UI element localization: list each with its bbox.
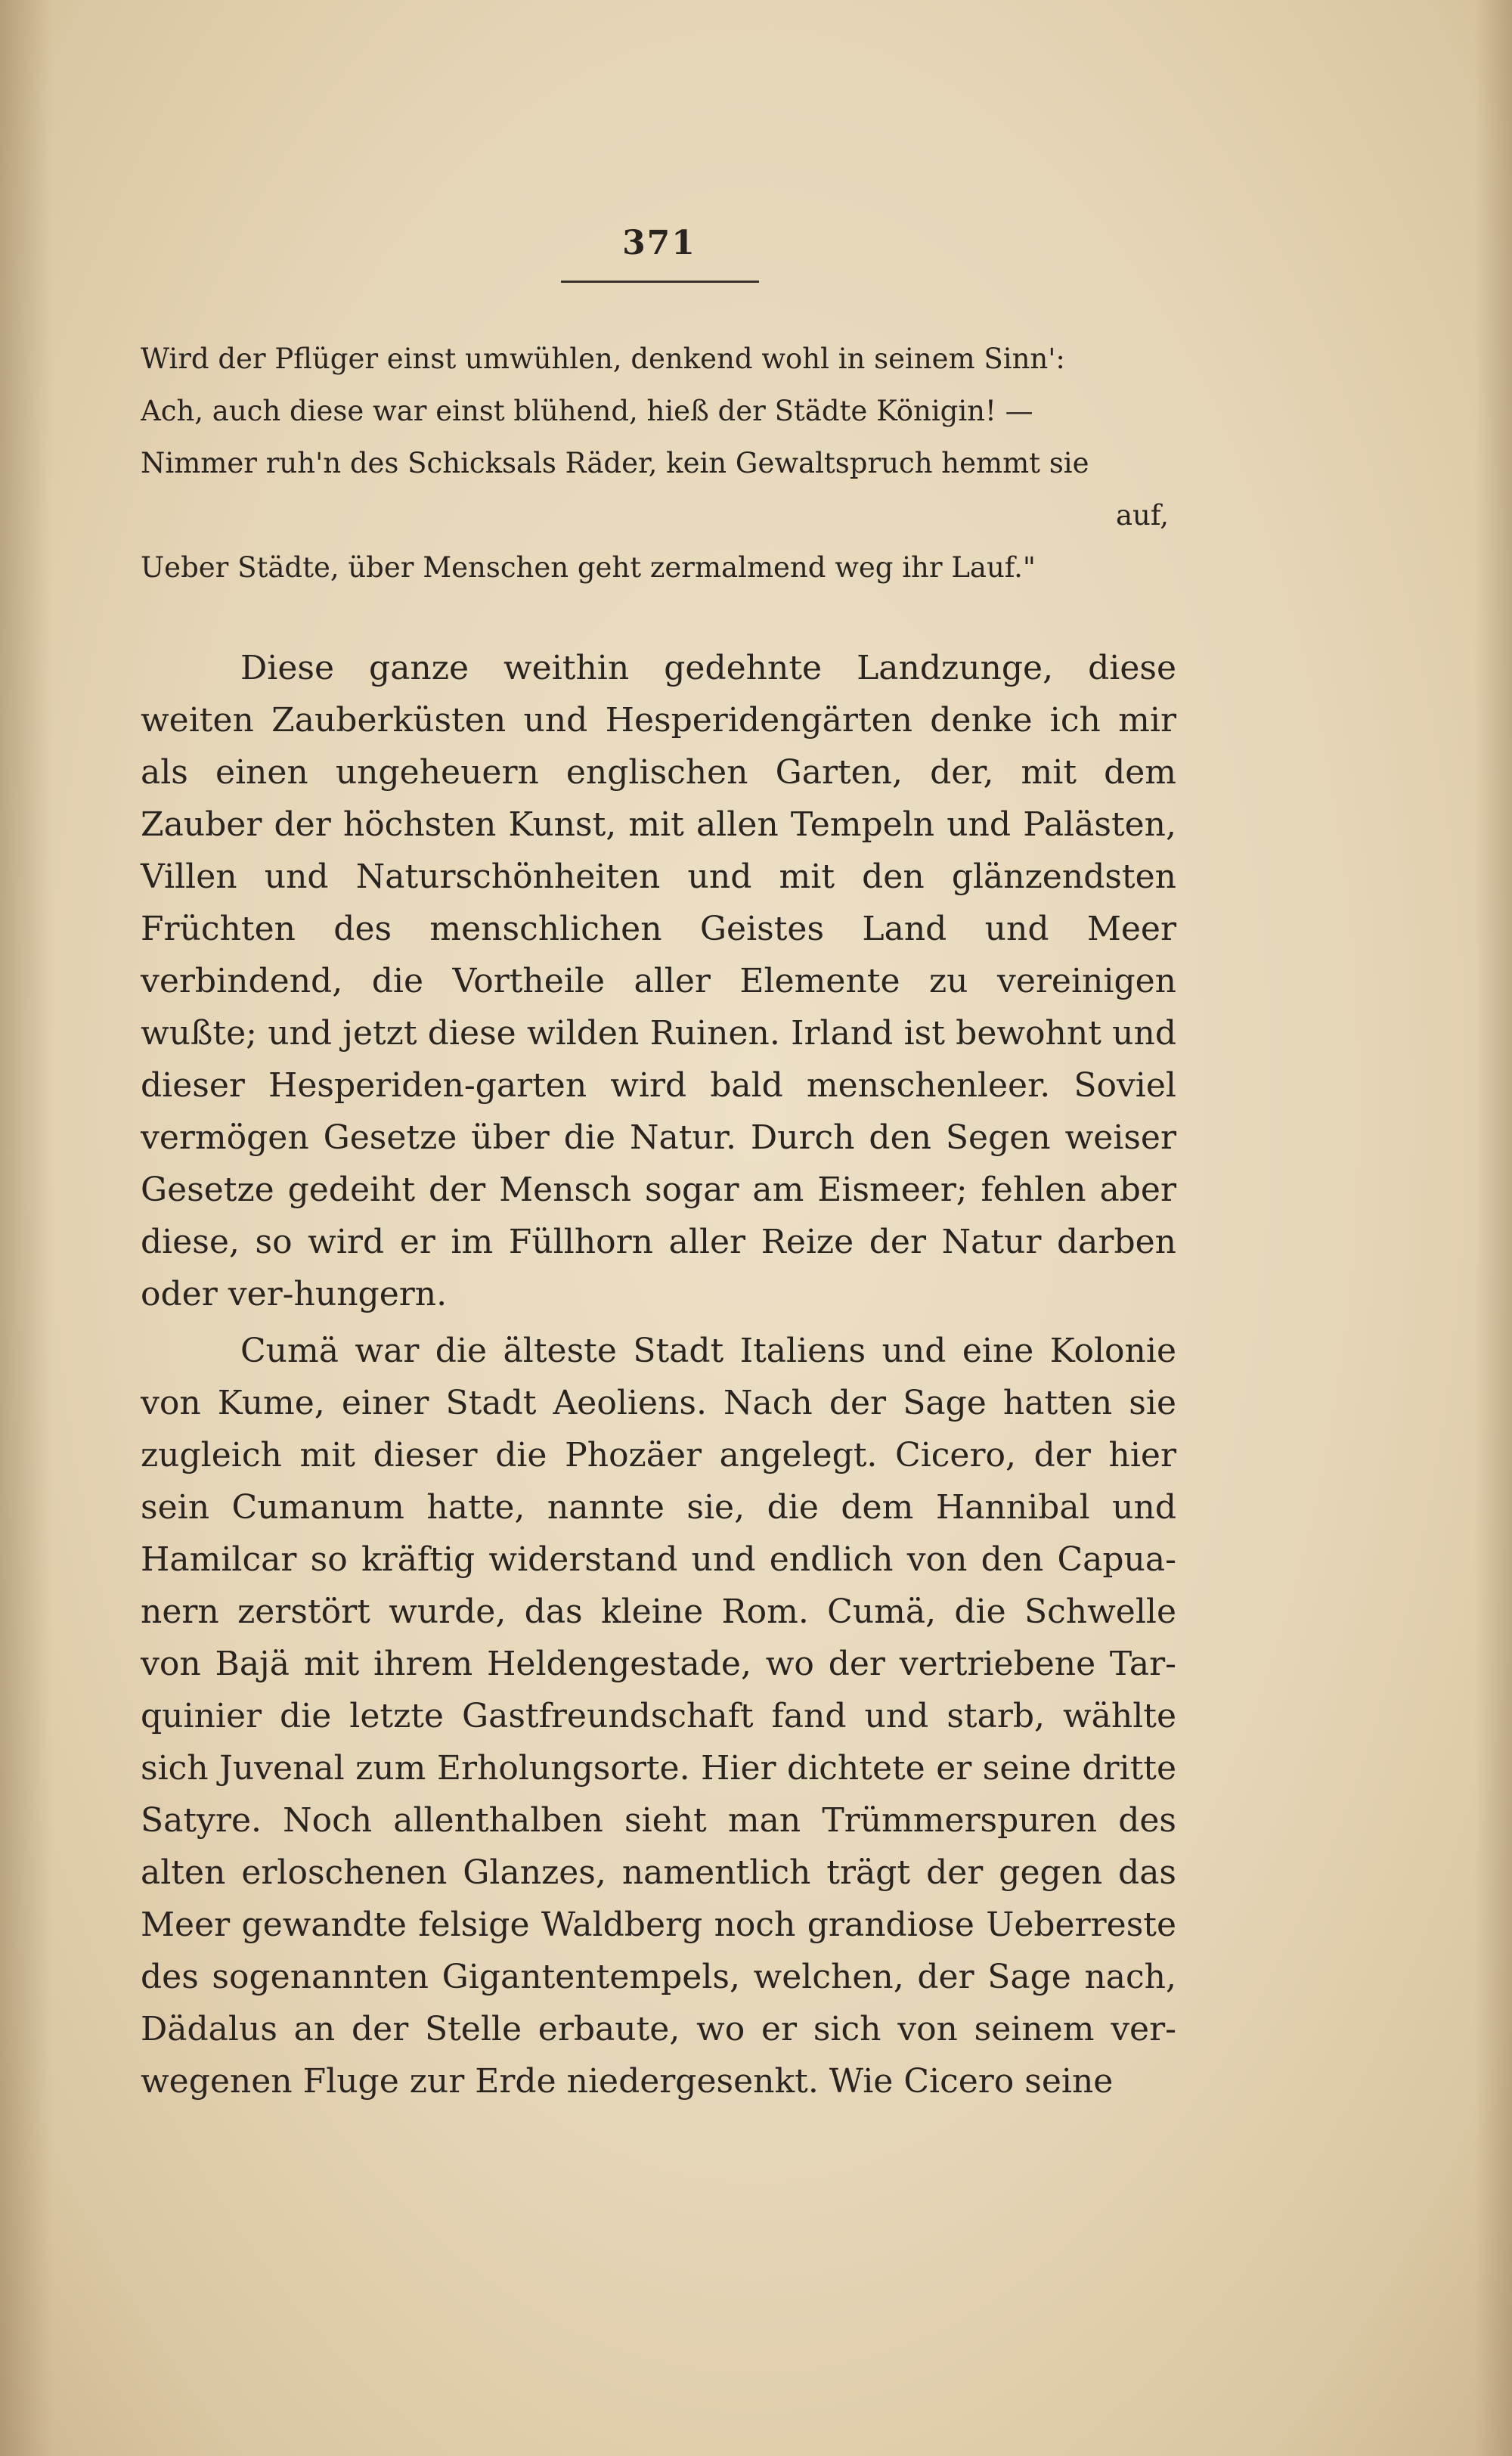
verse-line: Nimmer ruh'n des Schicksals Räder, kein Gewaltspruch hemmt sie [141, 447, 1089, 479]
paragraph-cumae: Cumä war die älteste Stadt Italiens und eine Kolonie von Kume, einer Stadt Aeoliens. Nach der Sage hatten sie zugleich mit dieser die Phozäer angelegt. Cicero, der hier sein Cumanum hatte, nannte sie, die dem Hannibal und Hamilcar so kräftig widerstand und endlich von den Capua-nern zerstört wurde, das kleine Rom. Cumä, die Schwelle von Bajä mit ihrem Heldengestade, wo der vertriebene Tar-quinier die letzte Gastfreundschaft fand und starb, wählte sich Juvenal zum Erholungsorte. Hier dichtete er seine dritte Satyre. Noch allenthalben sieht man Trümmerspuren des alten erloschenen Glanzes, namentlich trägt der gegen das Meer gewandte felsige Waldberg noch grandiose Ueberreste des sogenannten Gigantentempels, welchen, der Sage nach, Dädalus an der Stelle erbaute, wo er sich von seinem ver-wegenen Fluge zur Erde niedergesenkt. Wie Cicero seine [141, 1332, 1176, 2101]
verse-line: Ueber Städte, über Menschen geht zermalmend weg ihr Lauf." [141, 551, 1036, 584]
page-gutter-shadow [0, 0, 53, 2456]
page-edge-shadow [1474, 0, 1512, 2456]
verse-line: Wird der Pflüger einst umwühlen, denkend wohl in seinem Sinn': [141, 343, 1065, 375]
verse-line: Ach, auch diese war einst blühend, hieß der Städte Königin! — [141, 395, 1033, 427]
verse-line-continuation: auf, [1115, 499, 1169, 532]
paragraph-landzunge: Diese ganze weithin gedehnte Landzunge, diese weiten Zauberküsten und Hesperidengärten denke ich mir als einen ungeheuern englischen Garten, der, mit dem Zauber der höchsten Kunst, mit allen Tempeln und Palästen, Villen und Naturschönheiten und mit den glänzendsten Früchten des menschlichen Geistes Land und Meer verbindend, die Vortheile aller Elemente zu vereinigen wußte; und jetzt diese wilden Ruinen. Irland ist bewohnt und dieser Hesperiden-garten wird bald menschenleer. Soviel vermögen Gesetze über die Natur. Durch den Segen weiser Gesetze gedeiht der Mensch sogar am Eismeer; fehlen aber diese, so wird er im Füllhorn aller Reize der Natur darben oder ver-hungern. [141, 649, 1176, 1313]
page-number: 371 [622, 224, 696, 262]
verse-quote [141, 333, 1176, 594]
text-block [141, 333, 1176, 2107]
prose-body [141, 642, 1176, 2107]
header-rule [561, 281, 759, 283]
